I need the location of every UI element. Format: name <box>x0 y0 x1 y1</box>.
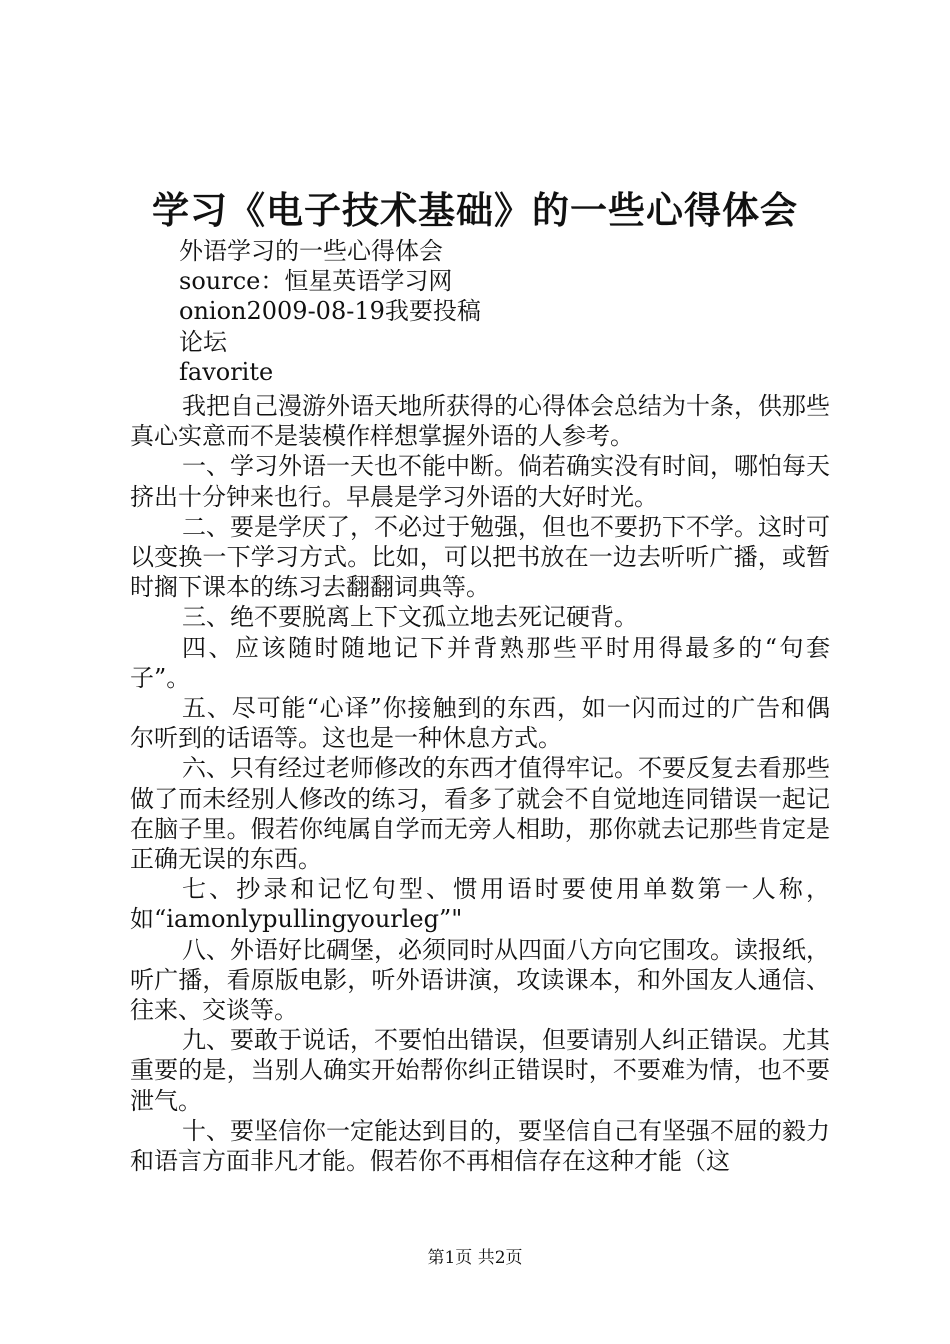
paragraph-point-10: 十、要坚信你一定能达到目的，要坚信自己有坚强不屈的毅力和语言方面非凡才能。假若你不再相信存在这种才能（这 <box>130 1116 830 1176</box>
meta-line-source: source：恒星英语学习网 <box>179 267 453 296</box>
meta-line-forum: 论坛 <box>179 327 227 356</box>
paragraph-point-2: 二、要是学厌了，不必过于勉强，但也不要扔下不学。这时可以变换一下学习方式。比如，可以把书放在一边去听听广播，或暂时搁下课本的练习去翻翻词典等。 <box>130 512 830 602</box>
document-meta <box>179 236 481 387</box>
paragraph-point-8: 八、外语好比碉堡，必须同时从四面八方向它围攻。读报纸，听广播，看原版电影，听外语讲演，攻读课本，和外国友人通信、往来、交谈等。 <box>130 935 830 1025</box>
paragraph-point-9: 九、要敢于说话，不要怕出错误，但要请别人纠正错误。尤其重要的是，当别人确实开始帮你纠正错误时，不要难为情，也不要泄气。 <box>130 1026 830 1115</box>
meta-line-author-date: onion2009-08-19我要投稿 <box>179 297 481 326</box>
paragraph-intro: 我把自己漫游外语天地所获得的心得体会总结为十条，供那些真心实意而不是装模作样想掌握外语的人参考。 <box>130 392 830 451</box>
paragraph-point-1: 一、学习外语一天也不能中断。倘若确实没有时间，哪怕每天挤出十分钟来也行。早晨是学习外语的大好时光。 <box>130 452 830 511</box>
paragraph-point-5: 五、尽可能“心译”你接触到的东西，如一闪而过的广告和偶尔听到的话语等。这也是一种休息方式。 <box>130 694 830 753</box>
meta-line-favorite: favorite <box>179 357 274 386</box>
paragraph-point-6: 六、只有经过老师修改的东西才值得牢记。不要反复去看那些做了而未经别人修改的练习，看多了就会不自觉地连同错误一起记在脑子里。假若你纯属自学而无旁人相助，那你就去记那些肯定是正确无误的东西。 <box>130 754 830 874</box>
paragraph-point-4: 四、应该随时随地记下并背熟那些平时用得最多的“句套子”。 <box>130 633 830 692</box>
paragraph-point-7: 七、抄录和记忆句型、惯用语时要使用单数第一人称，如“iamonlypullingyourleg”" <box>130 875 830 934</box>
page-footer: 第1页 共2页 <box>427 1248 523 1268</box>
meta-line-subtitle: 外语学习的一些心得体会 <box>179 237 443 265</box>
paragraph-point-3: 三、绝不要脱离上下文孤立地去死记硬背。 <box>182 603 638 632</box>
document-body <box>130 391 830 1176</box>
document-title: 学习《电子技术基础》的一些心得体会 <box>152 188 798 232</box>
